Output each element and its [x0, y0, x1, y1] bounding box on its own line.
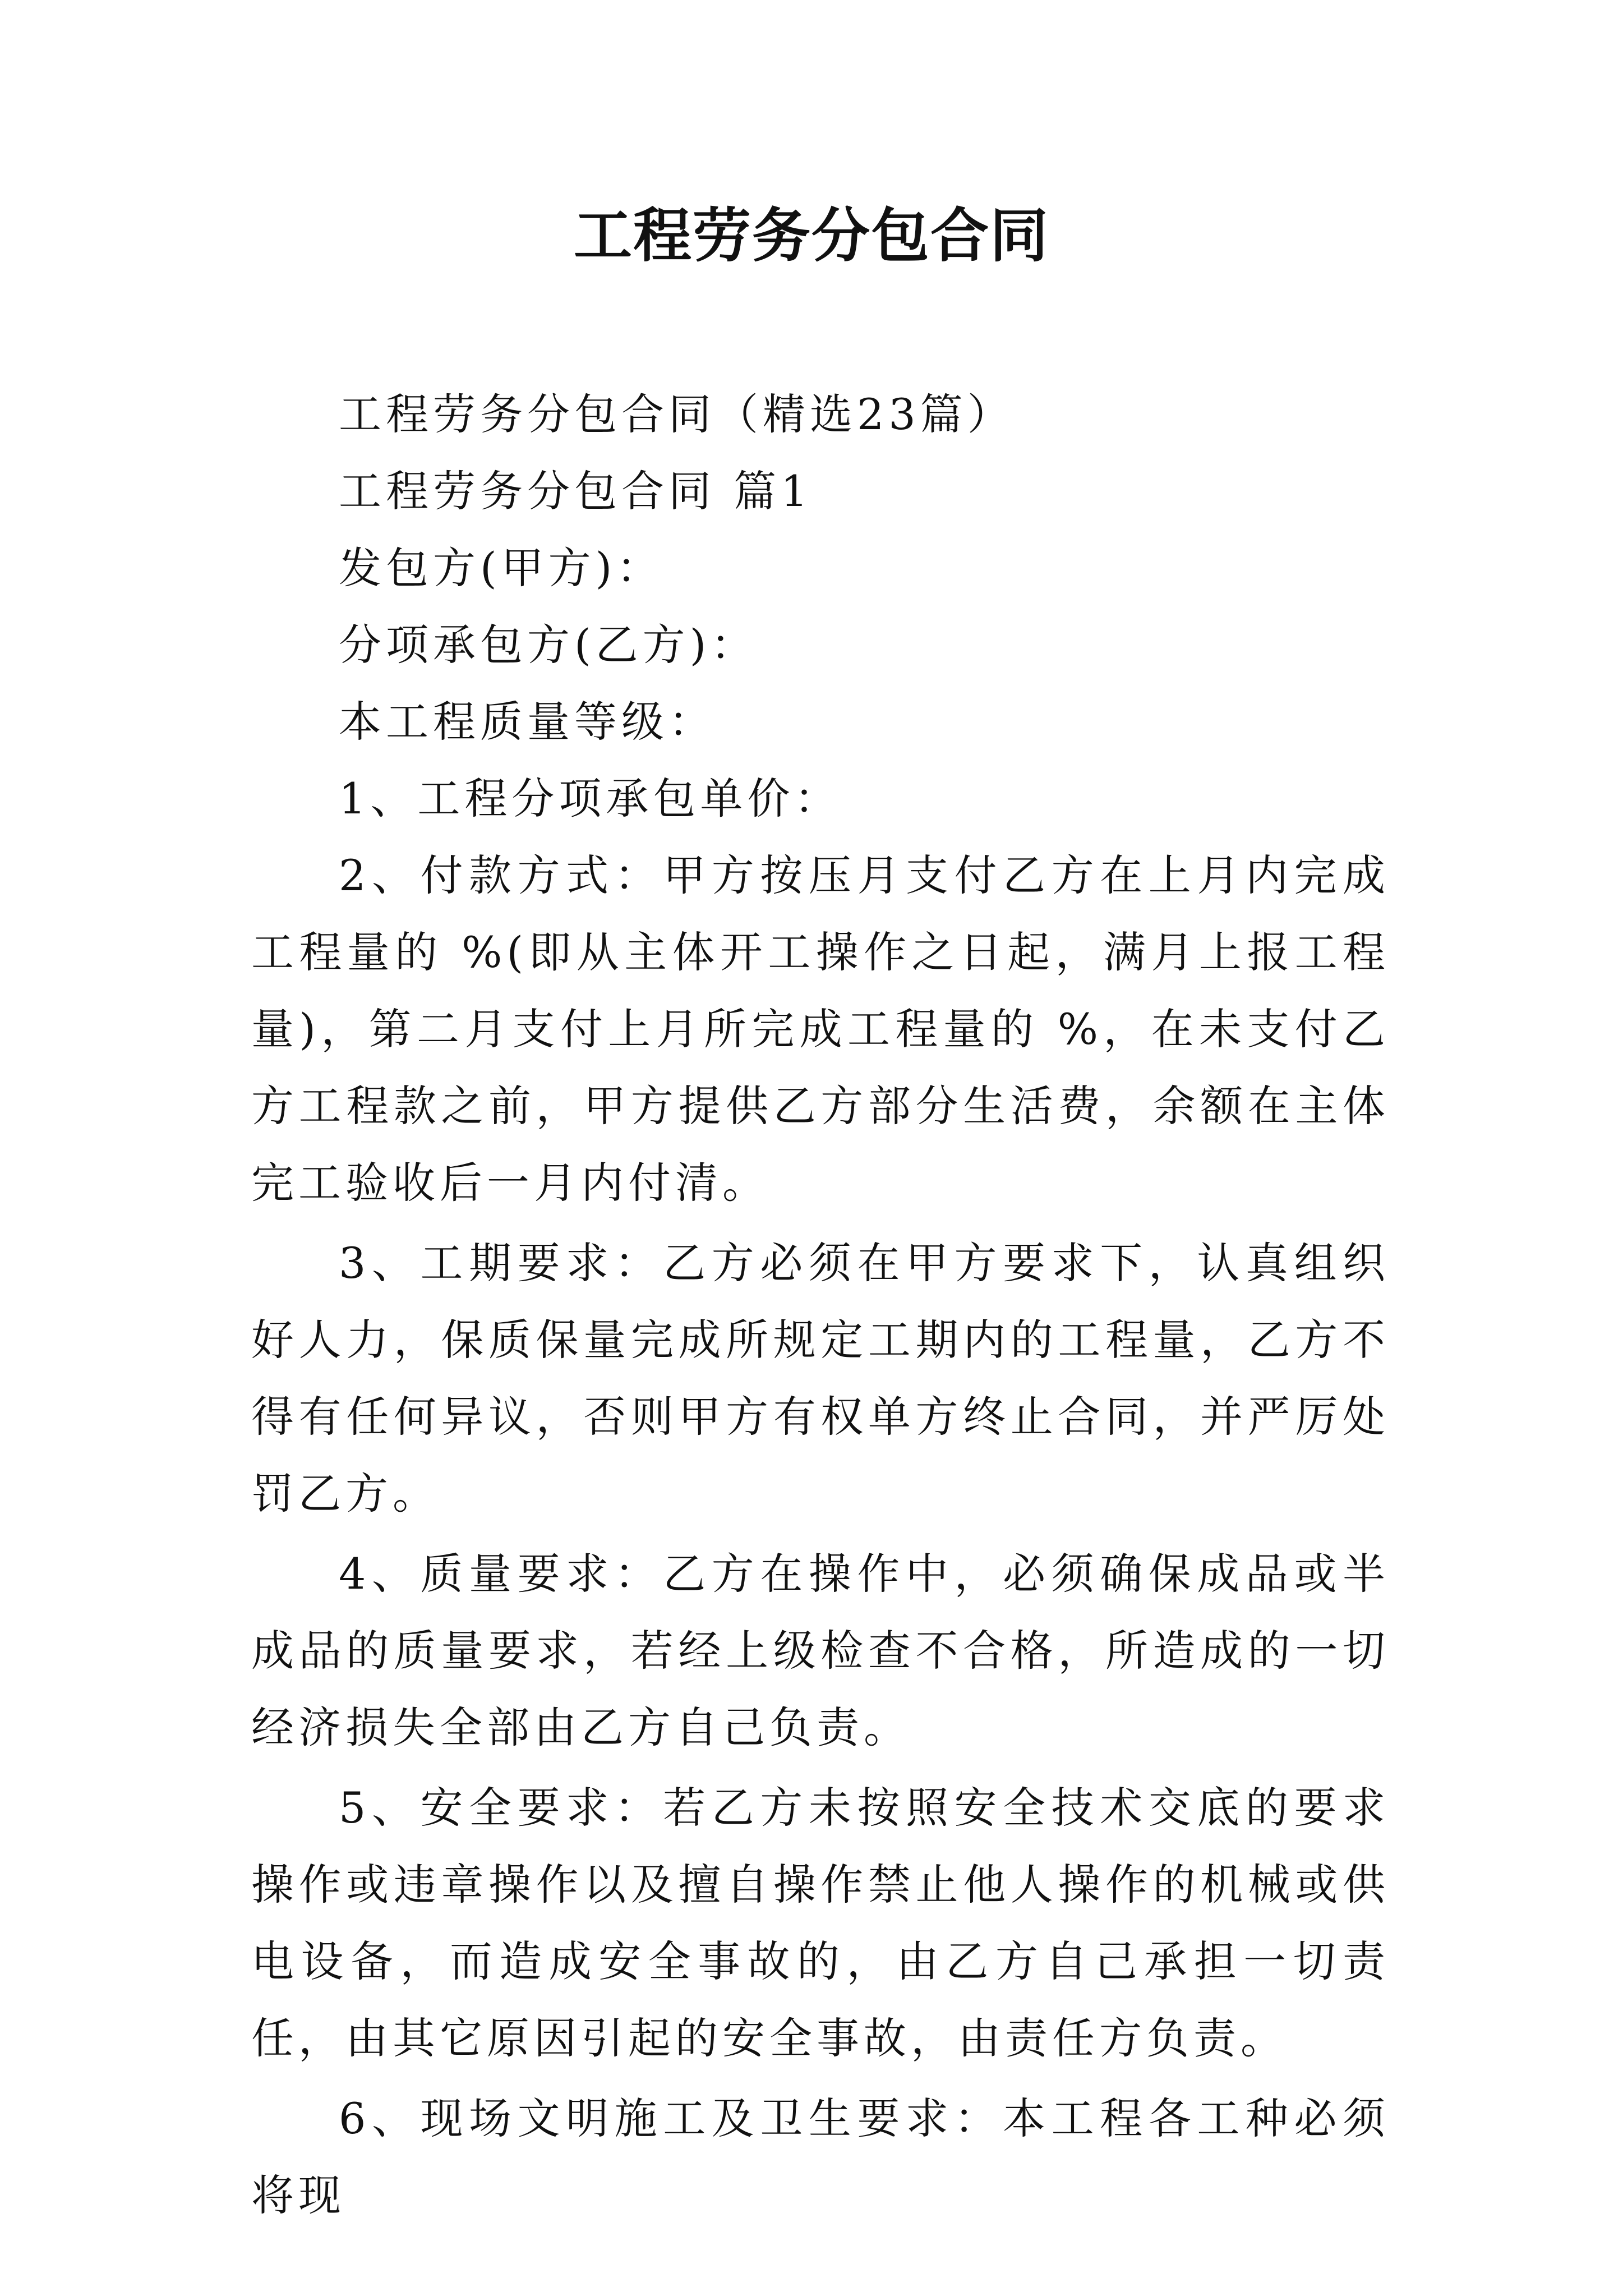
paragraph-quality-grade: 本工程质量等级： [339, 697, 716, 747]
paragraph-subtitle: 工程劳务分包合同（精选23篇） [339, 389, 1015, 439]
paragraph-clause-2: 2、付款方式：甲方按压月支付乙方在上月内完成工程量的 %(即从主体开工操作之日起，满月上报工程量)，第二月支付上月所完成工程量的 %，在未支付乙方工程款之前，甲方提供乙方部分生活费，余额在主体完工验收后一月内付清。 [251, 850, 1390, 1208]
paragraph-clause-5: 5、安全要求：若乙方未按照安全技术交底的要求操作或违章操作以及擅自操作禁止他人操作的机械或供电设备，而造成安全事故的，由乙方自己承担一切责任，由其它原因引起的安全事故，由责任方负责。 [251, 1783, 1390, 2063]
paragraph-clause-6: 6、现场文明施工及卫生要求：本工程各工种必须将现 [251, 2093, 1390, 2220]
paragraph-section-heading: 工程劳务分包合同 篇1 [339, 466, 813, 516]
paragraph-clause-1: 1、工程分项承包单价： [339, 774, 842, 823]
paragraph-party-a: 发包方(甲方)： [339, 543, 664, 593]
paragraph-clause-4: 4、质量要求：乙方在操作中，必须确保成品或半成品的质量要求，若经上级检查不合格，所造成的一切经济损失全部由乙方自己负责。 [251, 1549, 1390, 1752]
paragraph-clause-3: 3、工期要求：乙方必须在甲方要求下，认真组织好人力，保质保量完成所规定工期内的工程量，乙方不得有任何异议，否则甲方有权单方终止合同，并严厉处罚乙方。 [251, 1238, 1390, 1519]
document-title: 工程劳务分包合同 [573, 201, 1049, 270]
document-body [251, 376, 1390, 2234]
paragraph-party-b: 分项承包方(乙方)： [339, 620, 758, 670]
